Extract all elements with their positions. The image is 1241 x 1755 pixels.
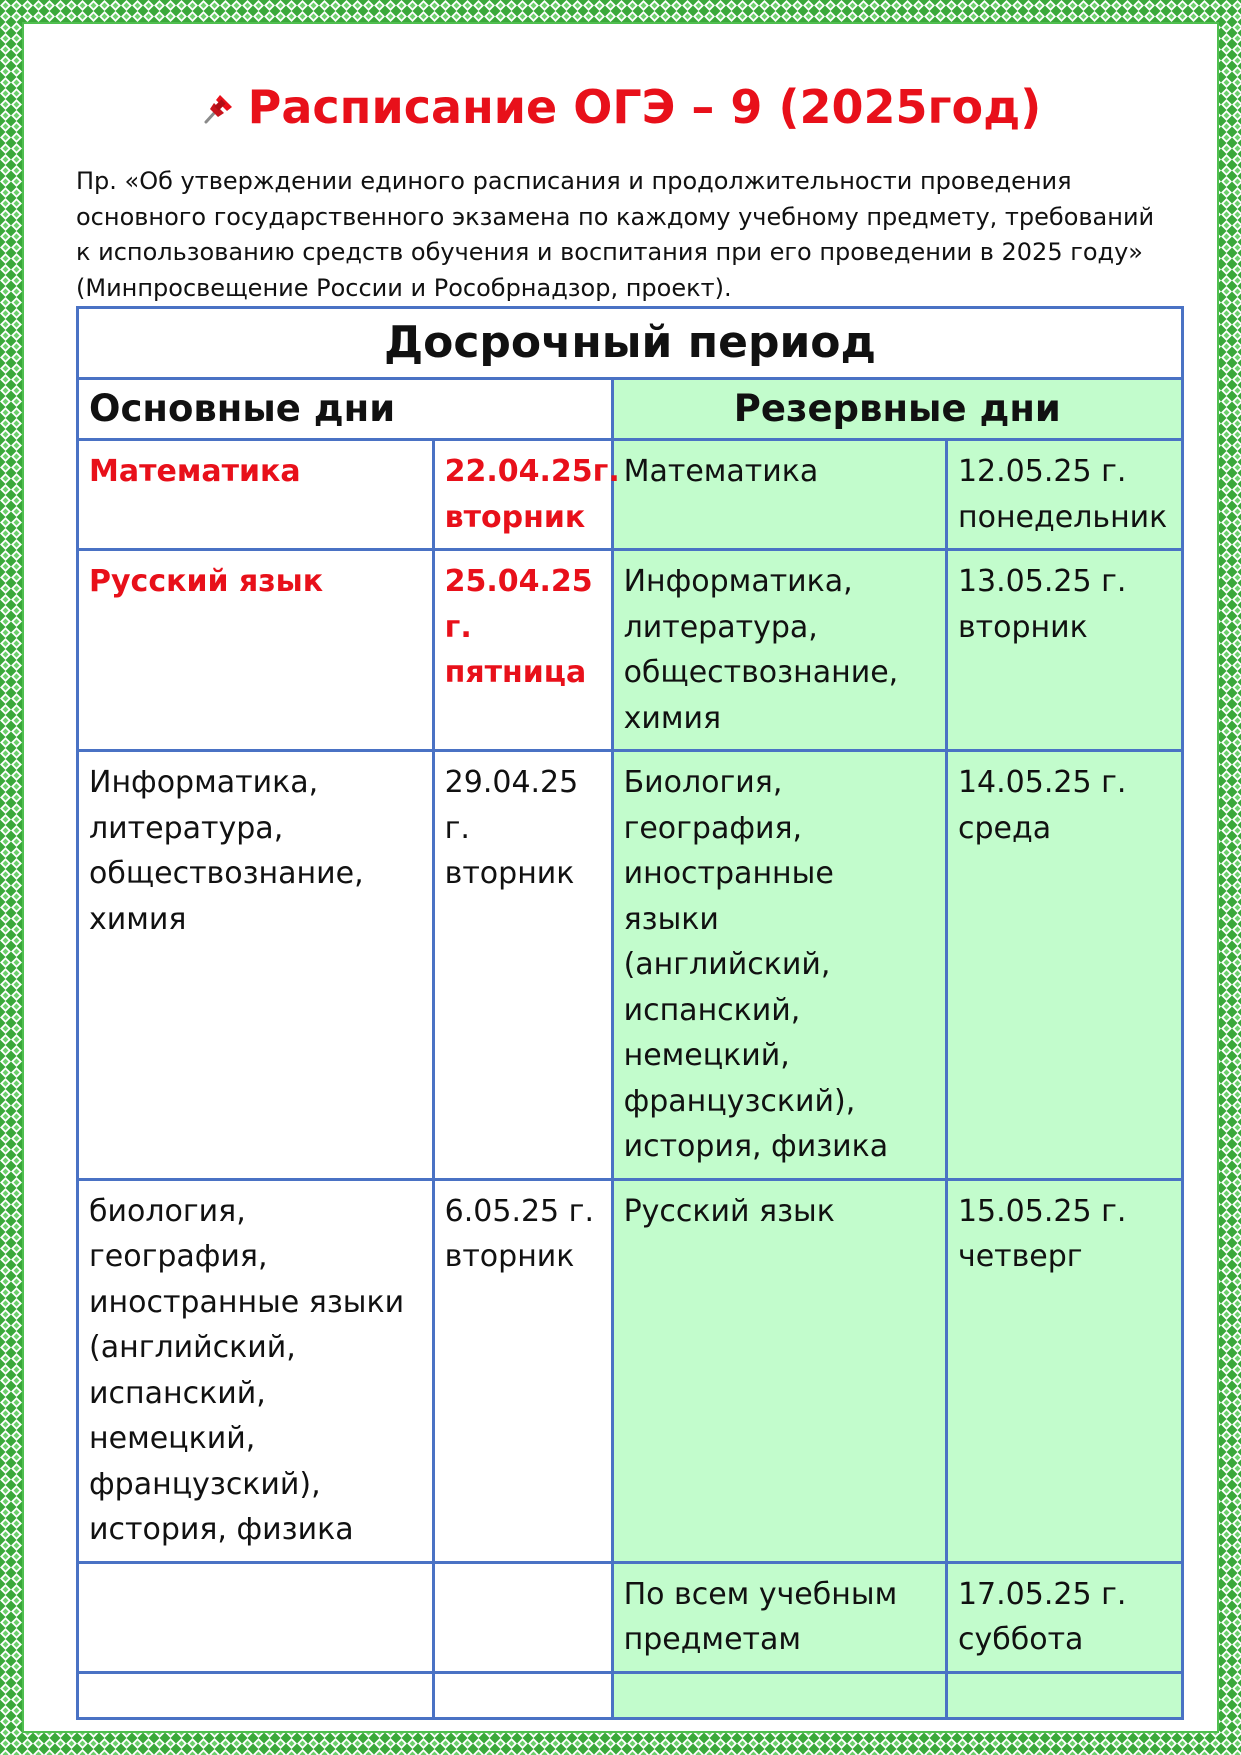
intro-paragraph: Пр. «Об утверждении единого расписания и продолжительности проведения основного государственного экзамена по каждому учебному предмету, требований к использованию средств обучения и воспитания при его проведении в 2025 году» (Минпросвещение России и Рособрнадзор, проект). (76, 167, 1155, 302)
main-subject-cell: биология, география, иностранные языки (английский, испанский, немецкий, французский), история, физика (78, 1179, 434, 1562)
reserve-subject-cell: Русский язык (612, 1179, 946, 1562)
empty-cell (612, 1672, 946, 1718)
table-row (78, 550, 1183, 751)
section-header-row (78, 379, 1183, 440)
reserve-date-cell: 15.05.25 г. четверг (946, 1179, 1182, 1562)
reserve-subject-cell: Математика (612, 440, 946, 550)
reserve-subject-cell: Биология, география, иностранные языки (английский, испанский, немецкий, французский), история, физика (612, 751, 946, 1180)
main-date-cell (433, 1562, 612, 1672)
empty-cell (433, 1672, 612, 1718)
main-subject-cell: Русский язык (78, 550, 434, 751)
pushpin-icon (200, 84, 238, 138)
main-days-heading: Основные дни (78, 379, 613, 440)
main-subject-cell (78, 1562, 434, 1672)
main-subject-cell: Математика (78, 440, 434, 550)
empty-cell (946, 1672, 1182, 1718)
reserve-date-cell: 14.05.25 г. среда (946, 751, 1182, 1180)
page-title (0, 80, 1241, 138)
schedule-table (76, 306, 1184, 1720)
table-row (78, 1179, 1183, 1562)
title-text: Расписание ОГЭ – 9 (2025год) (247, 80, 1042, 134)
main-date-cell: 25.04.25 г. пятница (433, 550, 612, 751)
reserve-subject-cell: По всем учебным предметам (612, 1562, 946, 1672)
main-date-cell: 29.04.25 г. вторник (433, 751, 612, 1180)
main-date-cell: 6.05.25 г. вторник (433, 1179, 612, 1562)
empty-cell (78, 1672, 434, 1718)
table-row (78, 440, 1183, 550)
main-date-cell: 22.04.25г. вторник (433, 440, 612, 550)
main-subject-cell: Информатика, литература, обществознание, химия (78, 751, 434, 1180)
table-row (78, 1562, 1183, 1672)
table-row (78, 751, 1183, 1180)
reserve-date-cell: 17.05.25 г. суббота (946, 1562, 1182, 1672)
reserve-subject-cell: Информатика, литература, обществознание, химия (612, 550, 946, 751)
reserve-days-heading: Резервные дни (612, 379, 1182, 440)
empty-row (78, 1672, 1183, 1718)
reserve-date-cell: 13.05.25 г. вторник (946, 550, 1182, 751)
period-row (78, 308, 1183, 379)
reserve-date-cell: 12.05.25 г. понедельник (946, 440, 1182, 550)
period-heading: Досрочный период (78, 308, 1183, 379)
